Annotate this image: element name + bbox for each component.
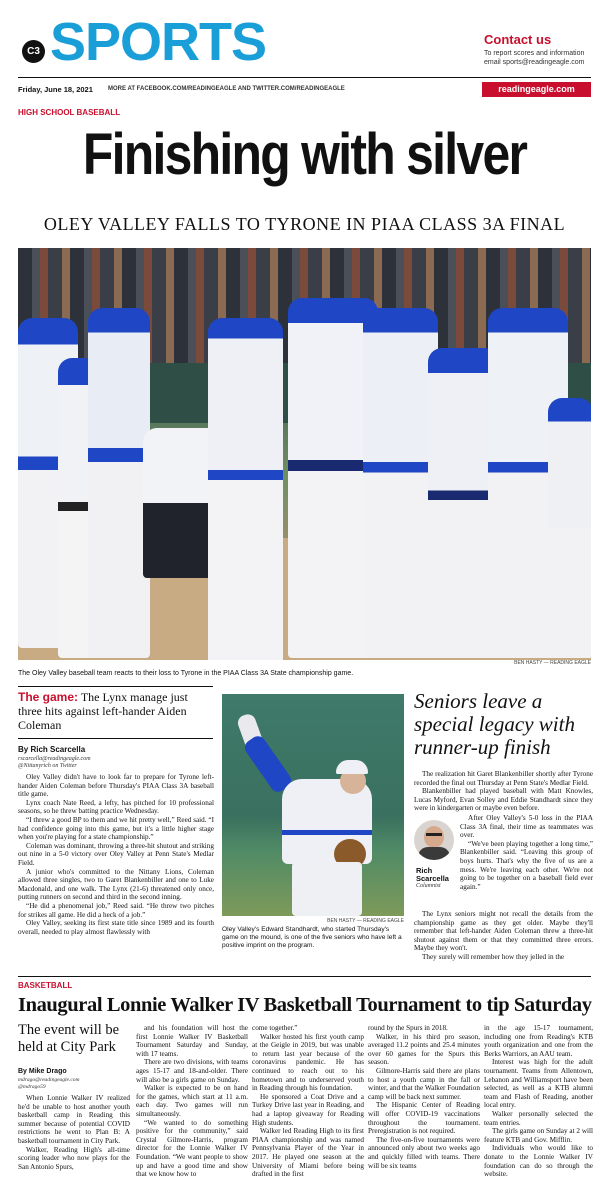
bottom-story-rule: [18, 976, 591, 977]
bottom-byline-email[interactable]: mdrago@readingeagle.com: [18, 1077, 80, 1083]
bottom-paragraph: round by the Spurs in 2018.: [368, 1024, 448, 1032]
bottom-col-1: [18, 1094, 130, 1198]
bottom-paragraph: Individuals who would like to donate to the Lonnie Walker IV foundation can do so through the website.: [484, 1144, 593, 1179]
game-byline-twitter[interactable]: @Nittanyrich on Twitter: [18, 763, 77, 769]
bottom-byline-twitter[interactable]: @mdrago59: [18, 1084, 46, 1090]
game-paragraph: “I threw a good BP to them and we hit pretty well,” Reed said. “I had confidence going into this game, but it's a little higher stage when you're playing for a state championship.”: [18, 815, 214, 842]
bottom-paragraph: There are two divisions, with teams ages 15-17 and 18-and-older. There will also be a girls game on Sunday.: [136, 1058, 248, 1084]
game-paragraph: Oley Valley didn't have to look far to prepare for Tyrone left-hander Aiden Coleman before Thursday's PIAA Class 3A baseball title game.: [18, 773, 214, 799]
site-badge[interactable]: readingeagle.com: [482, 82, 591, 97]
contact-email[interactable]: email sports@readingeagle.com: [484, 59, 585, 66]
lead-headline: Finishing with silver: [82, 122, 527, 187]
masthead-rule: [18, 77, 591, 78]
bottom-subhead: The event will be held at City Park: [18, 1022, 120, 1055]
game-paragraph: Oley Valley, seeking its first state title since 1989 and its fourth overall, needed to play almost flawlessly with: [18, 919, 214, 936]
game-summary-label: The game:: [18, 690, 79, 704]
bottom-paragraph: Walker, in his third pro season, averaged 11.2 points and 25.4 minutes over 60 games for the Spurs this season.: [368, 1032, 480, 1067]
columnist-role: Columnist: [416, 883, 441, 889]
lead-kicker: HIGH SCHOOL BASEBALL: [18, 108, 121, 117]
columnist-avatar-icon: [414, 820, 454, 860]
pitcher-photo: [222, 694, 404, 916]
lead-photo-credit: BEN HASTY — READING EAGLE: [514, 660, 591, 666]
game-story-body: [18, 773, 214, 970]
bottom-col-5: [484, 1024, 593, 1198]
game-summary: [18, 690, 214, 732]
game-paragraph: Coleman was dominant, throwing a three-hit shutout and striking out nine in a 5-0 victory over Oley Valley at Penn State's Medlar Field.: [18, 841, 214, 867]
bottom-paragraph: come together.”: [252, 1024, 298, 1032]
bottom-paragraph: The girls game on Sunday at 2 will feature KTB and Gov. Mifflin.: [484, 1127, 593, 1144]
bottom-kicker: BASKETBALL: [18, 981, 73, 990]
bottom-col-2: [136, 1024, 248, 1198]
game-paragraph: A junior who's committed to the Nittany Lions, Coleman allowed three singles, two to Garet Blankenbiller and one to Luke Macdonald, and one walk. The Lynx (21-6) threatened only once, putting runners on second and third in the second inning.: [18, 867, 214, 902]
game-summary-rule: [18, 738, 213, 739]
bottom-paragraph: Walker hosted his first youth camp at the Geigle in 2019, but was unable to return last year because of the coronavirus pandemic. He has continued to reach out to his hometown and to underserved youth in Reading through his foundation.: [252, 1032, 364, 1093]
column-paragraph: “We've been playing together a long time,” Blankenbiller said. “Leaving this group of boys hurts. That's why the five of us are a mess. We're leaving each other. We're not going to be together on a baseball field ever again.”: [460, 839, 593, 891]
dateline-date: Friday, June 18, 2021: [18, 85, 93, 94]
column-paragraph: The realization hit Garet Blankenbiller shortly after Tyrone recorded the final out Thursday at Penn State's Medlar Field.: [414, 770, 593, 787]
section-badge: C3: [22, 40, 45, 63]
lead-deck: OLEY VALLEY FALLS TO TYRONE IN PIAA CLASS 3A FINAL: [43, 214, 566, 234]
column-paragraph: The Lynx seniors might not recall the details from the championship game as they get older. Maybe they'll remember that left-hander Aiden Coleman threw a three-hit shutout against them or that they committed three errors. Maybe they won't.: [414, 910, 593, 953]
pitcher-photo-credit: BEN HASTY — READING EAGLE: [327, 918, 404, 924]
bottom-paragraph: He sponsored a Coat Drive and a Turkey Drive last year in Reading, and had a laptop giveaway for Reading High students.: [252, 1092, 364, 1127]
bottom-paragraph: The Hispanic Center of Reading will offer COVID-19 vaccinations throughout the tournament. Preregistration is not required.: [368, 1101, 480, 1136]
bottom-paragraph: Walker is expected to be on hand for the games, which start at 11 a.m. each day. Two games will run simultaneously.: [136, 1084, 248, 1118]
columnist-first-name: Rich: [416, 866, 433, 875]
game-paragraph: “He did a phenomenal job,” Reed said. “He threw two pitches for strikes all game. He did a heck of a job.”: [18, 901, 214, 919]
column-body-bottom: [414, 910, 593, 970]
game-summary-text: The Lynx manage just three hits against left-hander Aiden Coleman: [18, 690, 188, 732]
bottom-paragraph: Walker, Reading High's all-time scoring leader who now plays for the San Antonio Spurs,: [18, 1145, 130, 1171]
game-story-rule: [18, 686, 213, 687]
lead-photo-caption: The Oley Valley baseball team reacts to their loss to Tyrone in the PIAA Class 3A State championship game.: [18, 670, 354, 677]
column-body-top: [414, 770, 593, 814]
dateline-more[interactable]: MORE AT FACEBOOK.COM/READINGEAGLE AND TWITTER.COM/READINGEAGLE: [108, 86, 345, 92]
bottom-paragraph: Interest was high for the adult tournament. Teams from Allentown, Lebanon and Williamsport have been selected, as well as a KTB alumni team and Flash of Reading, another local entry.: [484, 1058, 593, 1110]
bottom-byline: By Mike Drago: [18, 1068, 67, 1075]
column-paragraph: Blankenbiller had played baseball with Matt Knowles, Lucas Myford, Evan Solley and Eddie Standhardt since they were in kindergarten or maybe even before.: [414, 787, 593, 813]
bottom-col-4: [368, 1024, 480, 1198]
game-byline-email[interactable]: rscarcella@readingeagle.com: [18, 756, 91, 762]
pitcher-photo-caption: Oley Valley's Edward Standhardt, who started Thursday's game on the mound, is one of the five seniors who have left a positive imprint on the program.: [222, 926, 402, 949]
contact-line-1: To report scores and information: [484, 50, 585, 57]
columnist-last-name: Scarcella: [416, 874, 449, 883]
bottom-paragraph: Walker led Reading High to its first PIAA championship and was named Pennsylvania Player of the Year in 2017. He played one season at the University of Miami before being drafted in the first: [252, 1127, 364, 1179]
contact-title: Contact us: [484, 32, 552, 47]
bottom-headline: Inaugural Lonnie Walker IV Basketball Tournament to tip Saturday: [18, 994, 592, 1016]
bottom-paragraph: The five-on-five tournaments were announced only about two weeks ago and quickly filled with teams. There will be six teams: [368, 1135, 480, 1170]
bottom-col-3: [252, 1024, 364, 1198]
bottom-paragraph: in the age 15-17 tournament, including one from Reading's KTB youth organization and one from the Berks Warriors, an AAU team.: [484, 1024, 593, 1058]
bottom-paragraph: Gilmore-Harris said there are plans to host a youth camp in the fall or winter, and that the Walker Foundation camp will be back next summer.: [368, 1066, 480, 1101]
bottom-paragraph: and his foundation will host the first Lonnie Walker IV Basketball Tournament Saturday and Sunday, with 17 teams.: [136, 1024, 248, 1058]
column-headline: Seniors leave a special legacy with runner-up finish: [414, 689, 575, 759]
game-paragraph: Lynx coach Nate Reed, a lefty, has pitched for 10 professional seasons, so he threw batting practice Wednesday.: [18, 798, 214, 816]
column-body-side: [460, 814, 593, 908]
section-title: SPORTS: [50, 12, 267, 72]
bottom-paragraph: “We wanted to do something positive for the community,” said Crystal Gilmore-Harris, program director for the Lonnie Walker IV Foundation. “We want people to show up and have a good time and show that we know how to: [136, 1118, 248, 1179]
game-byline: By Rich Scarcella: [18, 745, 86, 754]
column-paragraph: After Oley Valley's 5-0 loss in the PIAA Class 3A final, their time as teammates was over.: [460, 814, 593, 840]
bottom-paragraph: When Lonnie Walker IV realized he'd be unable to host another youth basketball camp in Reading this summer because of potential COVID restrictions he went to Plan B: A basketball tournament in City Park.: [18, 1094, 130, 1145]
lead-photo: [18, 248, 591, 660]
bottom-paragraph: Walker personally selected the team entries.: [484, 1109, 593, 1127]
column-paragraph: They surely will remember how they jelled in the: [422, 952, 565, 961]
